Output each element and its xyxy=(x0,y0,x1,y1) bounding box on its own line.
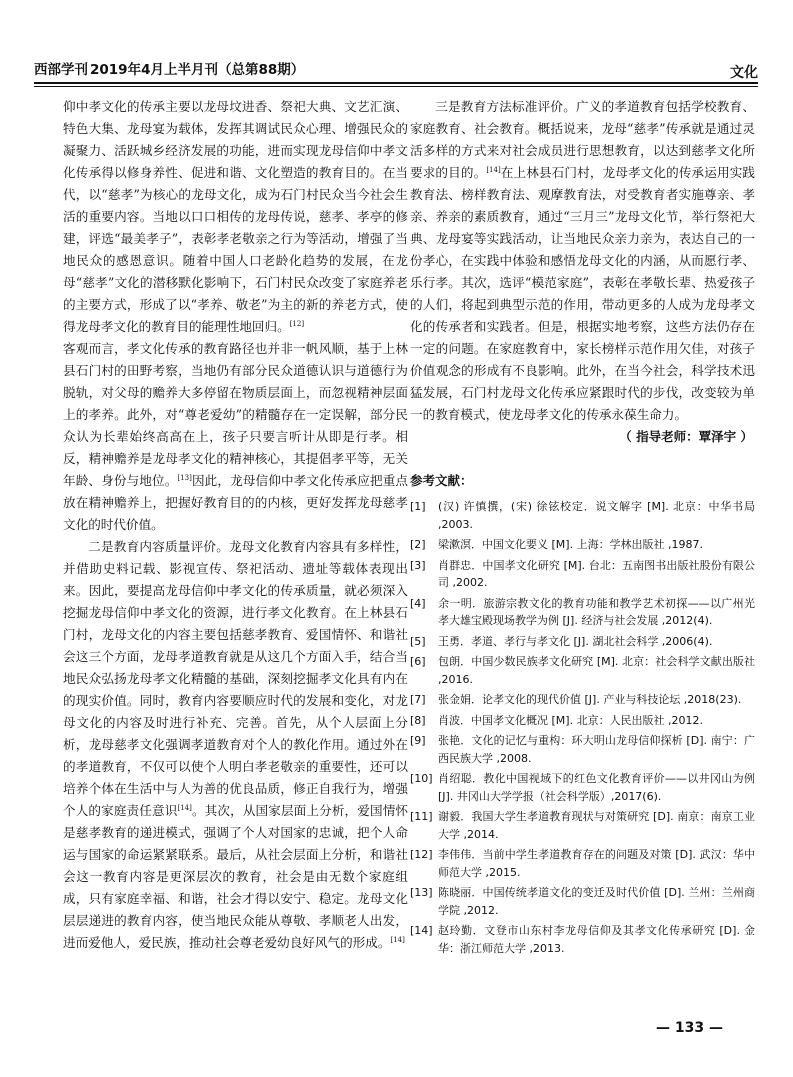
right-paragraphs xyxy=(410,96,755,426)
reference-item xyxy=(410,595,755,630)
reference-item xyxy=(410,884,755,919)
reference-number: [8] xyxy=(410,713,426,727)
reference-text: 张艳．文化的记忆与重构：环大明山龙母信仰探析 [D]. 南宁：广西民族大学 ,2008. xyxy=(438,734,755,765)
reference-text: 余一明．旅游宗教文化的教育功能和教学艺术初探——以广州光孝大雄宝殿现场教学为例 [J]. 经济与社会发展 ,2012(4). xyxy=(438,596,755,627)
page-number: — 133 — xyxy=(656,1020,723,1036)
reference-item xyxy=(410,846,755,881)
reference-text: 陈晓丽．中国传统孝道文化的变迁及时代价值 [D]. 兰州：兰州商学院 ,2012. xyxy=(438,886,755,917)
citation-mark: [12] xyxy=(289,319,305,328)
reference-item xyxy=(410,732,755,767)
paragraph-text: 三是教育方法标准评价。广义的孝道教育包括学校教育、家庭教育、社会教育。概括说来，龙母“慈孝”传承就是通过灵活多样的方式来对社会成员进行思想教育，以达到慈孝文化所要求的目的。 xyxy=(410,99,755,180)
left-column xyxy=(63,96,408,954)
citation-mark: [14] xyxy=(486,165,501,174)
paragraph xyxy=(63,96,408,338)
reference-item xyxy=(410,922,755,957)
references-list xyxy=(410,498,755,957)
journal-issue: 2019年4月上半月刊（总第88期） xyxy=(90,62,305,78)
reference-text: 包朗．中国少数民族孝文化研究 [M]. 北京：社会科学文献出版社 ,2016. xyxy=(438,655,755,686)
reference-item xyxy=(410,536,755,554)
reference-item xyxy=(410,498,755,533)
citation-mark: [14] xyxy=(390,935,405,944)
reference-number: [5] xyxy=(410,634,426,648)
reference-text: 谢毅．我国大学生孝道教育现状与对策研究 [D]. 南京：南京工业大学 ,2014. xyxy=(438,810,755,841)
page-header xyxy=(34,58,758,80)
reference-item xyxy=(410,712,755,730)
reference-number: [14] xyxy=(410,924,433,937)
advisor-note: （ 指导老师：覃泽宇 ） xyxy=(619,429,753,444)
reference-item xyxy=(410,691,755,709)
paragraph xyxy=(63,536,408,954)
reference-number: [6] xyxy=(410,655,426,668)
paragraph-text: 在上林县石门村，龙母孝文化的传承运用实践教育法、榜样教育法、观摩教育法，对受教育者实施尊亲、孝亲、养亲的素质教育，通过“三月三”龙母文化节，举行祭祀大典、龙母宴等实践活动，让当地民众亲力亲为，表达自己的一份孝心，在实践中体验和感悟龙母文化的内涵，从而愿行孝、乐行孝。其次，选评“模范家庭”，表彰在孝敬长辈、热爱孩子的人们，将起到典型示范的作用，带动更多的人成为龙母孝文化的传承者和实践者。但是，根据实地考察，这些方法仍存在一定的问题。在家庭教育中，家长榜样示范作用欠佳，对孩子价值观念的形成有不良影响。此外，在当今社会，科学技术迅猛发展，石门村龙母文化传承应紧跟时代的步伐，改变较为单一的教育模式，使龙母孝文化的传承永葆生命力。 xyxy=(410,165,756,422)
reference-item xyxy=(410,633,755,651)
reference-text: 肖波．中国孝文化概况 [M]. 北京：人民出版社 ,2012. xyxy=(438,713,704,727)
reference-item xyxy=(410,808,755,843)
reference-item xyxy=(410,653,755,688)
reference-text: (汉) 许慎撰，(宋) 徐铉校定．说文解字 [M]. 北京：中华书局 ,2003. xyxy=(438,500,755,531)
reference-text: 肖群忠．中国孝文化研究 [M]. 台北：五南图书出版社股份有限公司 ,2002. xyxy=(438,558,755,589)
reference-text: 王勇．孝道、孝行与孝文化 [J]. 湖北社会科学 ,2006(4). xyxy=(438,634,713,648)
reference-number: [11] xyxy=(410,810,433,823)
reference-item xyxy=(410,557,755,592)
reference-text: 李伟伟．当前中学生孝道教育存在的问题及对策 [D]. 武汉：华中师范大学 ,2015. xyxy=(438,848,755,879)
references-title: 参考文献： xyxy=(410,473,473,488)
citation-mark: [14] xyxy=(177,803,192,812)
reference-number: [1] xyxy=(410,500,426,513)
reference-number: [9] xyxy=(410,734,426,747)
paragraph-text: 客观而言，孝文化传承的教育路径也并非一帆风顺，基于上林县石门村的田野考察，当地仍有部分民众道德认识与道德行为脱轨，对父母的赡养大多停留在物质层面上，而忽视精神层面上的孝养。此外，对“尊老爱幼”的精髓存在一定误解，部分民众认为长辈始终高高在上，孩子只要言听计从即是行孝。相反，精神赡养是龙母孝文化的精神核心，其提倡孝平等，无关年龄、身份与地位。 xyxy=(63,341,408,488)
reference-number: [4] xyxy=(410,596,426,610)
reference-text: 张金娟．论孝文化的现代价值 [J]. 产业与科技论坛 ,2018(23). xyxy=(438,693,742,706)
paragraph-text: 因此，龙母信仰中孝文化传承应把重点放在精神赡养上，把握好教育目的的内核，更好发挥龙母慈孝文化的时代价值。 xyxy=(63,473,409,532)
reference-text: 赵玲勤．文登市山东村李龙母信仰及其孝文化传承研究 [D]. 金华：浙江师范大学 ,2013. xyxy=(438,924,755,955)
paragraph xyxy=(63,338,408,536)
paragraph xyxy=(410,96,755,426)
header-rule-thick xyxy=(34,82,758,84)
citation-mark: [13] xyxy=(177,473,192,482)
right-column xyxy=(410,96,755,960)
reference-text: 肖绍聪．教化中国视域下的红色文化教育评价——以井冈山为例 [J]. 井冈山大学学报（社会科学版）,2017(6). xyxy=(438,772,755,803)
reference-number: [13] xyxy=(410,886,433,899)
reference-number: [12] xyxy=(410,848,433,861)
journal-brand: 西部学刊 xyxy=(34,62,88,78)
reference-item xyxy=(410,770,755,805)
reference-text: 梁漱溟．中国文化要义 [M]. 上海：学林出版社 ,1987. xyxy=(438,538,704,551)
journal-title xyxy=(34,58,304,78)
paragraph-text: 二是教育内容质量评价。龙母文化教育内容具有多样性，并借助史料记载、影视宣传、祭祀活动、遗址等载体表现出来。因此，要提高龙母信仰中孝文化的传承质量，就必须深入挖掘龙母信仰中孝文化的资源，进行孝文化教育。在上林县石门村，龙母文化的内容主要包括慈孝教育、爱国情怀、和谐社会这三个方面，龙母孝道教育就是从这几个方面入手，结合当地民众弘扬龙母孝文化精髓的基础，深刻挖掘孝文化具有内在的现实价值。同时，教育内容要顺应时代的发展和变化，对龙母文化的内容及时进行补充、完善。首先，从个人层面上分析，龙母慈孝文化强调孝道教育对个人的教化作用。通过外在的孝道教育，不仅可以使个人明白孝老敬亲的重要性，还可以培养个体在生活中与人为善的优良品质，修正自我行为，增强个人的家庭责任意识 xyxy=(63,539,408,818)
reference-number: [7] xyxy=(410,693,426,706)
header-rule-thin xyxy=(34,86,758,87)
section-label: 文化 xyxy=(730,65,758,81)
paragraph-text: 。其次，从国家层面上分析，爱国情怀是慈孝教育的递进模式，强调了个人对国家的忠诚，把个人命运与国家的命运紧紧联系。最后，从社会层面上分析，和谐社会这一教育内容是更深层次的教育，社会是由无数个家庭组成，只有家庭幸福、和谐，社会才得以安宁、稳定。龙母文化层层递进的教育内容，使当地民众能从尊敬、孝顺老人出发，进而爱他人，爱民族，推动社会尊老爱幼良好风气的形成。 xyxy=(63,803,409,950)
reference-number: [2] xyxy=(410,538,426,551)
reference-number: [3] xyxy=(410,558,426,572)
reference-number: [10] xyxy=(410,772,433,785)
paragraph-text: 仰中孝文化的传承主要以龙母坟进香、祭祀大典、文艺汇演、特色大集、龙母宴为载体，发挥其调试民众心理、增强民众的凝聚力、活跃城乡经济发展的功能，进而实现龙母信仰中孝文化传承得以修身养性、促进和谐、文化塑造的教育目的。在当代，以“慈孝”为核心的龙母文化，成为石门村民众当今社会生活的重要内容。当地以口口相传的龙母传说，慈孝、孝亭的修建，评选“最美孝子”，表彰孝老敬亲之行为等活动，增强了当地民众的感恩意识。随着中国人口老龄化趋势的发展，在龙母“慈孝”文化的潜移默化影响下，石门村民众改变了家庭养老的主要方式，形成了以“孝养、敬老”为主的新的养老方式，使得龙母孝文化的教育目的能理性地回归。 xyxy=(63,99,408,334)
